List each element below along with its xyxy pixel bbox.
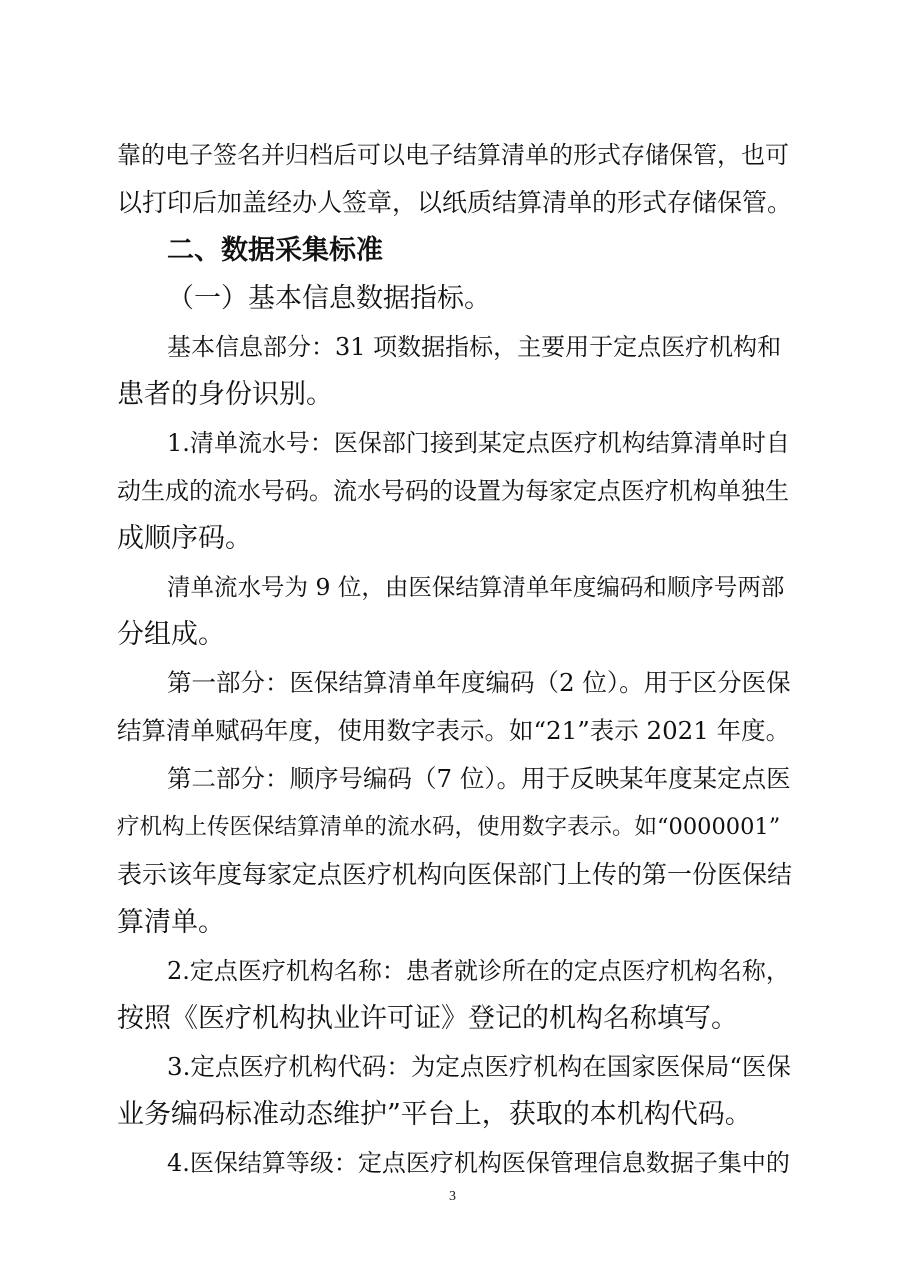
text-line: 表示该年度每家定点医疗机构向医保部门上传的第一份医保结 [117,860,793,889]
text-line: 3.定点医疗机构代码：为定点医疗机构在国家医保局“医保 [167,1052,791,1081]
text-line: 4.医保结算等级：定点医疗机构医保管理信息数据子集中的 [167,1149,790,1177]
text-line: 靠的电子签名并归档后可以电子结算清单的形式存储保管，也可 [117,141,789,169]
text-line: 以打印后加盖经办人签章，以纸质结算清单的形式存储保管。 [117,188,793,217]
text-line: 基本信息部分：31 项数据指标，主要用于定点医疗机构和 [167,333,782,361]
text-line: 结算清单赋码年度，使用数字表示。如“21”表示 2021 年度。 [117,716,791,745]
page-number: 3 [449,1189,456,1204]
text-line: 2.定点医疗机构名称：患者就诊所在的定点医疗机构名称， [167,957,790,985]
text-line: 动生成的流水号码。流水号码的设置为每家定点医疗机构单独生 [117,477,789,505]
text-line: 算清单。 [117,907,225,938]
subsection-heading: （一）基本信息数据指标。 [167,283,491,314]
text-line: 患者的身份识别。 [117,379,333,410]
text-line: 成顺序码。 [117,523,252,554]
section-heading: 二、数据采集标准 [167,235,383,266]
text-line: 第一部分：医保结算清单年度编码（2 位）。用于区分医保 [167,668,791,697]
text-line: 按照《医疗机构执业许可证》登记的机构名称填写。 [117,1003,738,1034]
text-line: 疗机构上传医保结算清单的流水码，使用数字表示。如“0000001” [117,814,781,840]
text-line: 分组成。 [117,619,225,650]
text-line: 业务编码标准动态维护”平台上，获取的本机构代码。 [117,1099,752,1130]
text-line: 清单流水号为 9 位，由医保结算清单年度编码和顺序号两部 [167,573,785,601]
text-line: 第二部分：顺序号编码（7 位）。用于反映某年度某定点医 [167,764,791,793]
text-line: 1.清单流水号：医保部门接到某定点医疗机构结算清单时自 [167,429,790,457]
